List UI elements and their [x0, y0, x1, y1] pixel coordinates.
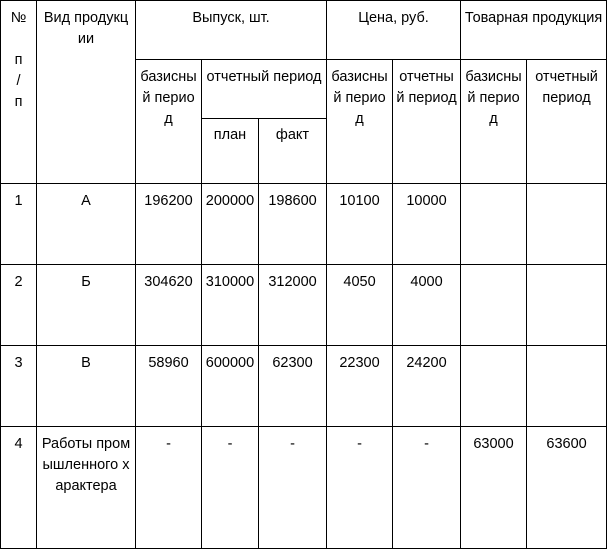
- header-commodity-base: базисный период: [461, 60, 527, 184]
- header-fact: факт: [259, 119, 327, 184]
- price-base-value: 4050: [327, 265, 393, 346]
- table-row: [1, 427, 607, 549]
- row-number: 1: [1, 184, 37, 265]
- commodity-reporting-value: [527, 184, 607, 265]
- number-symbol: №: [10, 10, 27, 26]
- header-price: Цена, руб.: [327, 1, 461, 60]
- header-number: [1, 1, 37, 184]
- header-commodity-reporting: отчетный период: [527, 60, 607, 184]
- commodity-reporting-value: [527, 265, 607, 346]
- commodity-reporting-value: 63600: [527, 427, 607, 549]
- header-output-reporting: отчетный период: [202, 60, 327, 119]
- commodity-base-value: [461, 265, 527, 346]
- commodity-base-value: [461, 346, 527, 427]
- output-base-value: 304620: [136, 265, 202, 346]
- row-number: 3: [1, 346, 37, 427]
- commodity-base-value: [461, 184, 527, 265]
- row-number: 4: [1, 427, 37, 549]
- output-plan-value: 600000: [202, 346, 259, 427]
- number-suffix-2: /: [16, 73, 21, 89]
- output-fact-value: -: [259, 427, 327, 549]
- product-name: Работы промышленного характера: [37, 427, 136, 549]
- price-reporting-value: -: [393, 427, 461, 549]
- header-price-base: базисный период: [327, 60, 393, 184]
- price-reporting-value: 10000: [393, 184, 461, 265]
- product-name: В: [37, 346, 136, 427]
- price-reporting-value: 4000: [393, 265, 461, 346]
- commodity-reporting-value: [527, 346, 607, 427]
- table-row: [1, 346, 607, 427]
- header-product-type: Вид продукции: [37, 1, 136, 184]
- header-output-base: базисный период: [136, 60, 202, 184]
- header-row-1: [1, 1, 607, 60]
- product-name: А: [37, 184, 136, 265]
- output-fact-value: 312000: [259, 265, 327, 346]
- output-plan-value: 310000: [202, 265, 259, 346]
- output-fact-value: 62300: [259, 346, 327, 427]
- output-plan-value: 200000: [202, 184, 259, 265]
- price-reporting-value: 24200: [393, 346, 461, 427]
- number-suffix-3: п: [14, 94, 23, 110]
- header-output: Выпуск, шт.: [136, 1, 327, 60]
- product-name: Б: [37, 265, 136, 346]
- table-row: [1, 184, 607, 265]
- price-base-value: 22300: [327, 346, 393, 427]
- header-commodity: Товарная продукция: [461, 1, 607, 60]
- output-base-value: 196200: [136, 184, 202, 265]
- row-number: 2: [1, 265, 37, 346]
- output-fact-value: 198600: [259, 184, 327, 265]
- table-row: [1, 265, 607, 346]
- price-base-value: 10100: [327, 184, 393, 265]
- header-price-reporting: отчетный период: [393, 60, 461, 184]
- output-base-value: 58960: [136, 346, 202, 427]
- output-plan-value: -: [202, 427, 259, 549]
- price-base-value: -: [327, 427, 393, 549]
- header-plan: план: [202, 119, 259, 184]
- output-base-value: -: [136, 427, 202, 549]
- commodity-base-value: 63000: [461, 427, 527, 549]
- number-suffix-1: п: [14, 52, 23, 68]
